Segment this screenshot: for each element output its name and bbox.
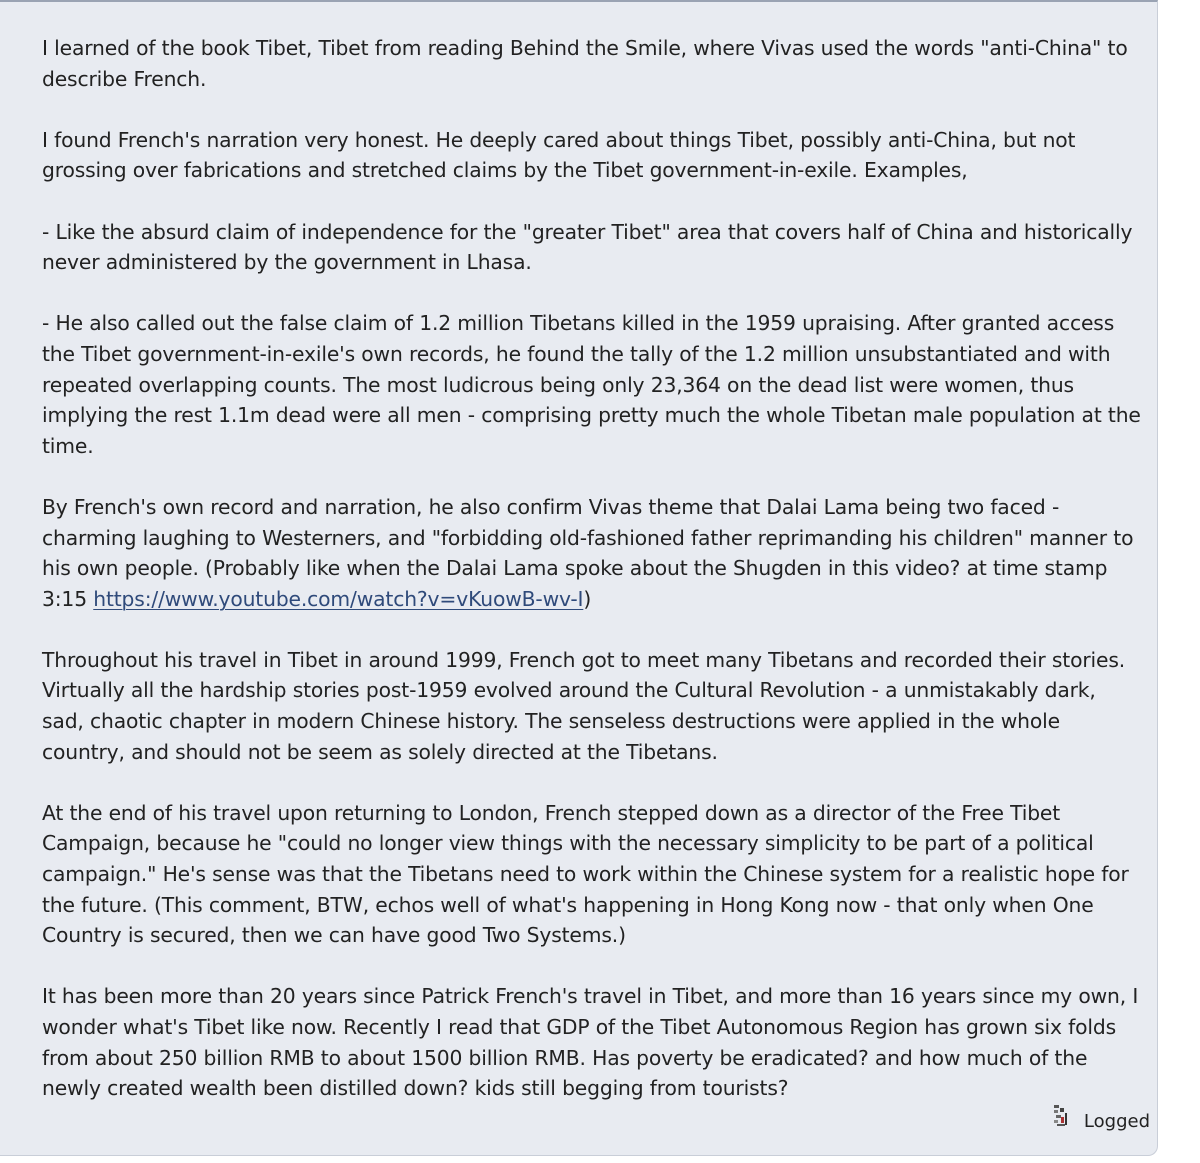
post-paragraph-3: - Like the absurd claim of independence for the "greater Tibet" area that covers half of China and historically never administered by the government in Lhasa.: [42, 219, 1133, 275]
post-body: [42, 33, 1142, 1104]
logged-status-icon: [1051, 1102, 1081, 1132]
post-paragraph-7: At the end of his travel upon returning to London, French stepped down as a director of the Free Tibet Campaign, because he "could no longer view things with the necessary simplicity to be part of a political campaign." He's sense was that the Tibetans need to work within the Chinese system for a realistic hope for the future. (This comment, BTW, echos well of what's happening in Hong Kong now - that only when One Country is secured, then we can have good Two Systems.): [42, 800, 1129, 948]
logged-status: [1051, 1102, 1150, 1132]
post-paragraph-8: It has been more than 20 years since Patrick French's travel in Tibet, and more than 16 years since my own, I wonder what's Tibet like now. Recently I read that GDP of the Tibet Autonomous Region has grown six folds from about 250 billion RMB to about 1500 billion RMB. Has poverty be eradicated? and how much of the newly created wealth been distilled down? kids still begging from tourists?: [42, 984, 1139, 1101]
youtube-link[interactable]: https://www.youtube.com/watch?v=vKuowB-wv-I: [93, 586, 584, 611]
post-paragraph-5-text: By French's own record and narration, he also confirm Vivas theme that Dalai Lama being two faced - charming laughing to Westerners, and "forbidding old-fashioned father reprimanding his children" manner to his own people. (Probably like when the Dalai Lama spoke about the Shugden in this video? at time stamp 3:15: [42, 494, 1134, 611]
post-paragraph-5: [42, 492, 1142, 614]
post-paragraph-5-tail: ): [583, 586, 592, 611]
post-paragraph-1: I learned of the book Tibet, Tibet from reading Behind the Smile, where Vivas used the words "anti-China" to describe French.: [42, 36, 1128, 91]
logged-label: Logged: [1083, 1111, 1150, 1132]
post-paragraph-4: - He also called out the false claim of 1.2 million Tibetans killed in the 1959 upraising. After granted access the Tibet government-in-exile's own records, he found the tally of the 1.2 million unsubstantiated and with repeated overlapping counts. The most ludicrous being only 23,364 on the dead list were women, thus implying the rest 1.1m dead were all men - comprising pretty much the whole Tibetan male population at the time.: [42, 311, 1141, 458]
post-paragraph-6: Throughout his travel in Tibet in around 1999, French got to meet many Tibetans and recorded their stories. Virtually all the hardship stories post-1959 evolved around the Cultural Revolution - a unmistakably dark, sad, chaotic chapter in modern Chinese history. The senseless destructions were applied in the whole country, and should not be seem as solely directed at the Tibetans.: [42, 647, 1126, 764]
post-paragraph-2: I found French's narration very honest. He deeply cared about things Tibet, possibly anti-China, but not grossing over fabrications and stretched claims by the Tibet government-in-exile. Examples,: [42, 127, 1076, 183]
